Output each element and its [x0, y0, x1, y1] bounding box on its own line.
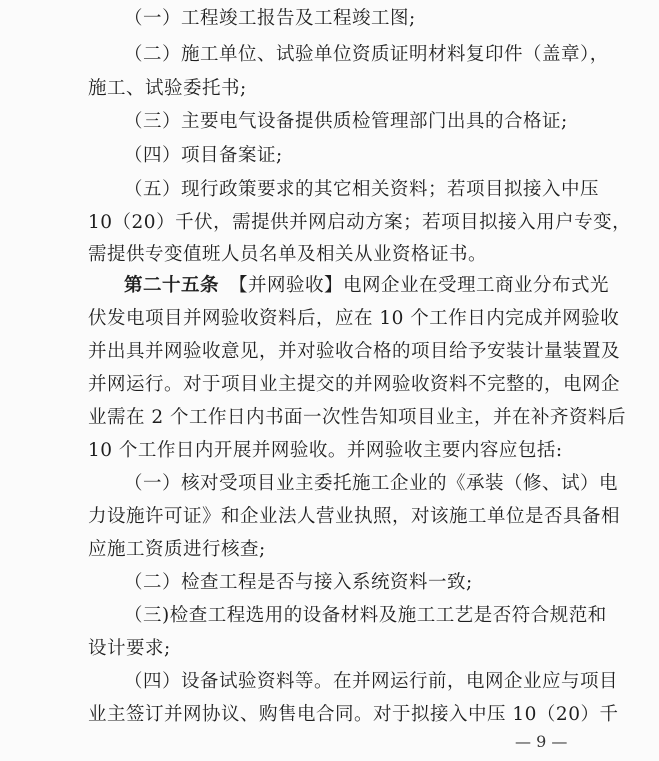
- check-item-2-text: （二）检查工程是否与接入系统资料一致;: [124, 572, 473, 593]
- check-item-1-continued-1: 力设施许可证》和企业法人营业执照，对该施工单位是否具备相: [88, 506, 621, 527]
- item-2-text: （二）施工单位、试验单位资质证明材料复印件（盖章），: [124, 44, 609, 65]
- article-25-line-4: 并网运行。对于项目业主提交的并网验收资料不完整的，电网企: [88, 374, 621, 395]
- article-25-line-2: 伏发电项目并网验收资料后，应在 10 个工作日内完成并网验收: [88, 308, 620, 329]
- article-25-line-5: 业需在 2 个工作日内书面一次性告知项目业主，并在补齐资料后: [88, 407, 627, 428]
- item-5-continued-2: 需提供专变值班人员名单及相关从业资格证书。: [88, 244, 488, 265]
- article-25-lead: 【并网验收】电网企业在受理工商业分布式光: [229, 275, 610, 296]
- check-item-1-text: （一）核对受项目业主委托施工企业的《承装（修、试）电: [124, 473, 619, 494]
- item-5-text: （五）现行政策要求的其它相关资料；若项目拟接入中压: [124, 179, 600, 200]
- article-25-first-line: [124, 270, 610, 302]
- item-4-text: （四）项目备案证;: [124, 145, 283, 166]
- check-item-4-text: （四）设备试验资料等。在并网运行前，电网企业应与项目: [124, 671, 619, 692]
- check-item-1-continued-2: 应施工资质进行核查;: [88, 539, 266, 560]
- check-item-3-continued: 设计要求;: [88, 638, 171, 659]
- article-25-line-3: 并出具并网验收意见，并对验收合格的项目给予安装计量装置及: [88, 341, 621, 362]
- page-number: — 9 —: [515, 732, 568, 751]
- item-5-continued-1: 10（20）千伏，需提供并网启动方案；若项目拟接入用户专变，: [88, 212, 632, 233]
- check-item-4-continued: 业主签订并网协议、购售电合同。对于拟接入中压 10（20）千: [88, 704, 619, 725]
- item-2-continued: 施工、试验委托书;: [88, 78, 247, 99]
- check-item-3-text: （三)检查工程选用的设备材料及施工工艺是否符合规范和: [124, 605, 607, 626]
- item-3-text: （三）主要电气设备提供质检管理部门出具的合格证;: [124, 111, 568, 132]
- article-25-line-6: 10 个工作日内开展并网验收。并网验收主要内容应包括:: [88, 440, 563, 461]
- article-heading: 第二十五条: [124, 275, 220, 296]
- item-1-text: （一）工程竣工报告及工程竣工图;: [124, 8, 416, 29]
